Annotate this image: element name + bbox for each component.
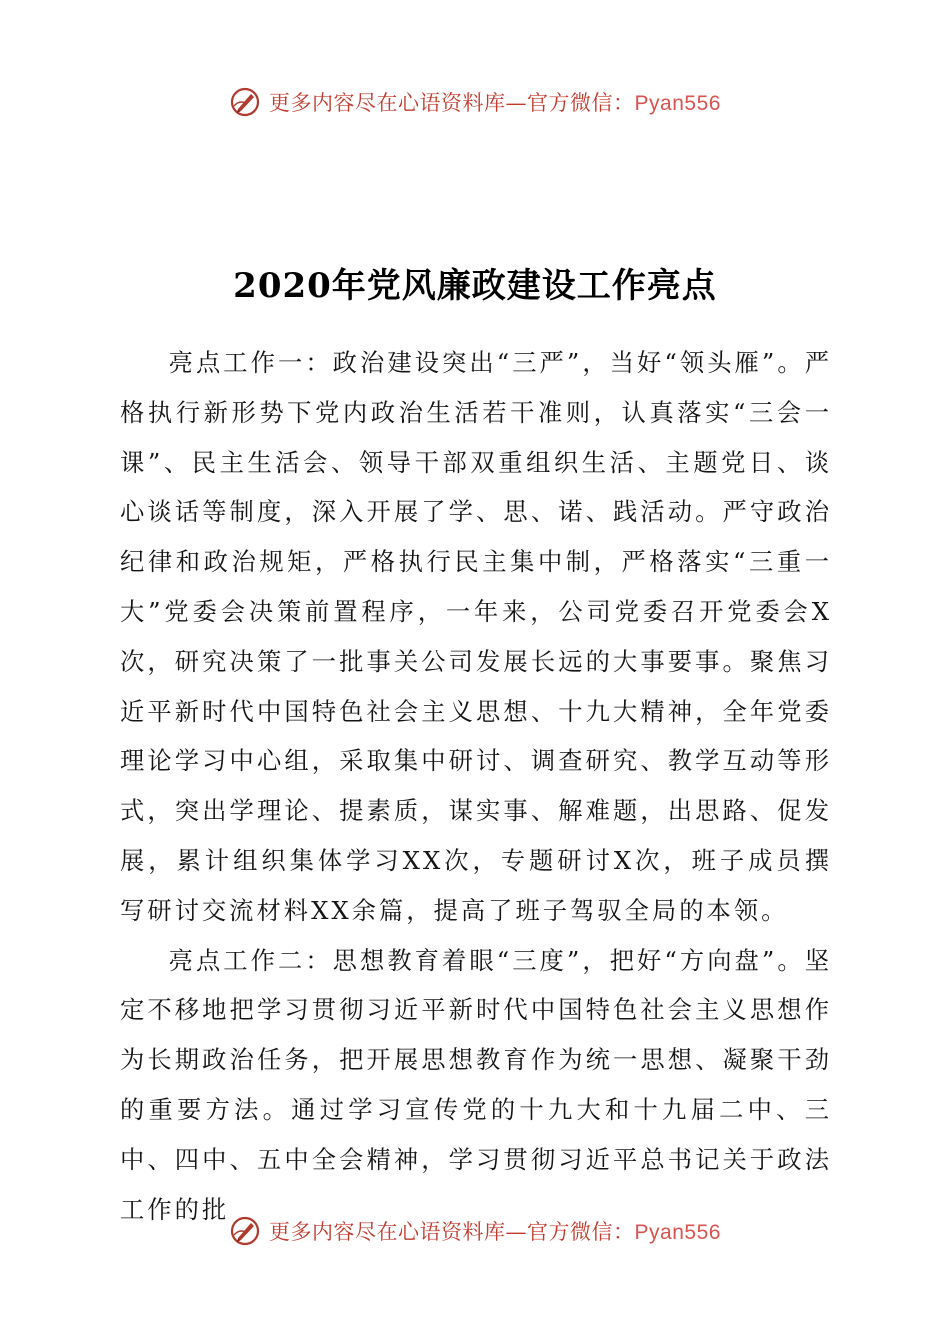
- watermark-label: 官方微信：: [527, 1220, 635, 1244]
- pen-logo-icon: [229, 86, 261, 118]
- watermark-wechat-id: Pyan556: [634, 1221, 721, 1244]
- paragraph: 亮点工作二：思想教育着眼“三度”，把好“方向盘”。坚定不移地把学习贯彻习近平新时代中国特色社会主义思想作为长期政治任务，把开展思想教育作为统一思想、凝聚干劲的重要方法。通过学习宣传党的十九大和十九届二中、三中、四中、五中全会精神，学习贯彻习近平总书记关于政法工作的批: [120, 945, 832, 1224]
- header-watermark: [0, 82, 950, 122]
- watermark-dash: —: [505, 91, 528, 115]
- document-body: [120, 338, 832, 1234]
- watermark-wechat-id: Pyan556: [634, 92, 721, 115]
- watermark-text: [269, 87, 721, 117]
- document-title: 2020年党风廉政建设工作亮点: [233, 266, 717, 306]
- footer-watermark: [0, 1211, 950, 1251]
- watermark-label: 官方微信：: [527, 91, 635, 115]
- watermark-text: [269, 1216, 721, 1246]
- watermark-site: 更多内容尽在心语资料库: [269, 1220, 506, 1244]
- watermark-dash: —: [505, 1220, 528, 1244]
- pen-logo-icon: [229, 1215, 261, 1247]
- paragraph: 亮点工作一：政治建设突出“三严”，当好“领头雁”。严格执行新形势下党内政治生活若干准则，认真落实“三会一课”、民主生活会、领导干部双重组织生活、主题党日、谈心谈话等制度，深入开展了学、思、诺、践活动。严守政治纪律和政治规矩，严格执行民主集中制，严格落实“三重一大”党委会决策前置程序，一年来，公司党委召开党委会X次，研究决策了一批事关公司发展长远的大事要事。聚焦习近平新时代中国特色社会主义思想、十九大精神，全年党委理论学习中心组，采取集中研讨、调查研究、教学互动等形式，突出学理论、提素质，谋实事、解难题，出思路、促发展，累计组织集体学习XX次，专题研讨X次，班子成员撰写研讨交流材料XX余篇，提高了班子驾驭全局的本领。: [120, 348, 832, 925]
- watermark-site: 更多内容尽在心语资料库: [269, 91, 506, 115]
